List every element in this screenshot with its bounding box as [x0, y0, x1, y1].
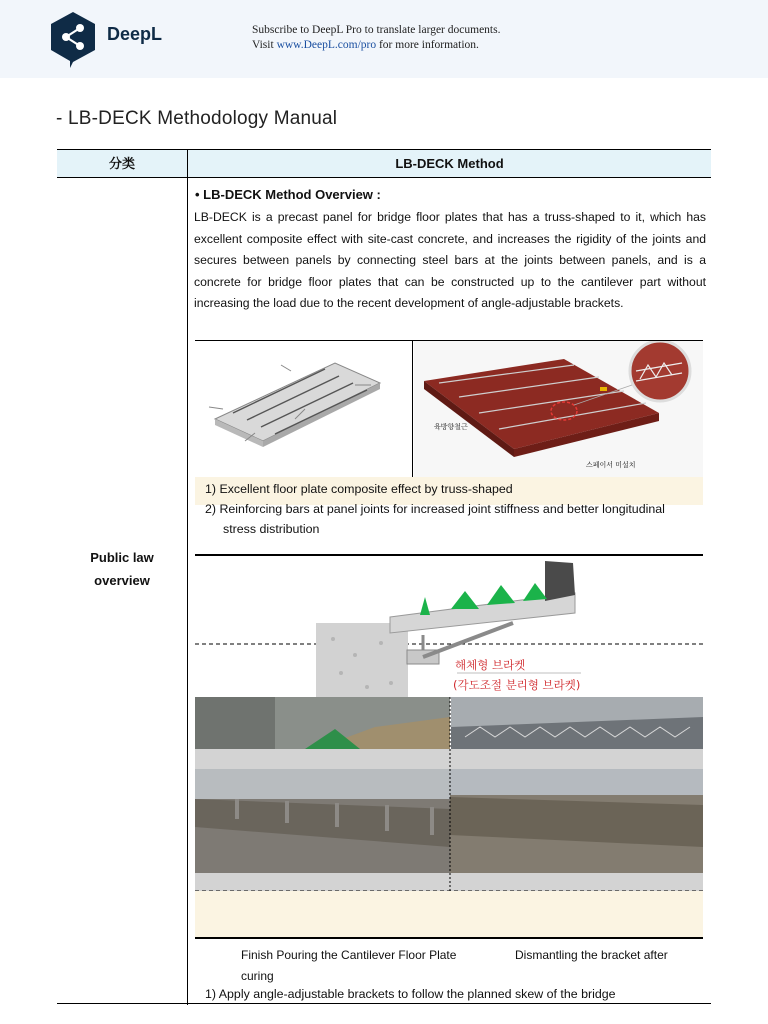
panel-images	[195, 340, 703, 477]
panel-3d-render-image	[414, 341, 703, 477]
header-category: 分类	[108, 156, 135, 171]
truss-panel-render-icon	[414, 341, 703, 477]
method-table	[57, 149, 711, 1004]
feature-item-2: 2) Reinforcing bars at panel joints for increased joint stiffness and better longitudinal	[205, 502, 665, 516]
bracket-label-line-1: 해체형 브라켓	[455, 658, 526, 672]
caption-band	[195, 891, 703, 937]
caption-left-line-1: Finish Pouring the Cantilever Floor Plate	[241, 948, 457, 962]
caption-left-line-2: curing	[241, 969, 274, 983]
promo-tail: for more information.	[376, 39, 479, 51]
promo-line-1: Subscribe to DeepL Pro to translate larger documents.	[252, 24, 501, 36]
precast-panel-drawing-icon	[195, 341, 413, 477]
bracket-label-line-2: (각도조절 분리형 브라켓)	[453, 678, 581, 692]
feature-list	[205, 479, 710, 539]
bottom-item: 1) Apply angle-adjustable brackets to follow the planned skew of the bridge	[205, 987, 616, 1001]
promo-line-2	[252, 38, 500, 53]
label-left-text: 육방향철근	[434, 423, 468, 431]
deepl-logo-icon[interactable]	[48, 10, 98, 68]
row-label	[57, 546, 187, 592]
feature-item-2-continued: stress distribution	[223, 522, 320, 536]
brand-name: DeepL	[107, 24, 163, 44]
construction-photos	[195, 697, 703, 892]
site-photos-icon	[195, 697, 703, 892]
promo-link[interactable]: www.DeepL.com/pro	[276, 39, 377, 51]
column-divider	[187, 150, 188, 1005]
caption-left	[241, 945, 491, 987]
header-method: LB-DECK Method	[395, 156, 504, 171]
label-bottom-text: 스페이서 미설치	[586, 461, 636, 469]
promo-visit: Visit	[252, 39, 277, 51]
bracket-drawing-icon	[195, 555, 703, 697]
section-heading: • LB-DECK Method Overview :	[195, 187, 381, 202]
deepl-banner	[0, 0, 768, 78]
overview-paragraph: LB-DECK is a precast panel for bridge floor plates that has a truss-shaped to it, which has excellent composite effect with site-cast concrete, and increases the rigidity of the joints and secures between panels by connecting steel bars at the joints between panels, and is a concrete for bridge floor plates that can be constructed up to the cantilever part without increasing the load due to the recent development of angle-adjustable brackets.	[194, 210, 706, 311]
table-header	[57, 150, 711, 178]
row-label-line-1: Public law	[90, 550, 154, 565]
caption-right: Dismantling the bracket after	[515, 948, 668, 962]
bracket-diagram	[195, 555, 703, 697]
panel-isometric-image	[195, 341, 413, 477]
document-title: - LB-DECK Methodology Manual	[56, 108, 338, 129]
promo-text	[252, 23, 500, 53]
caption-divider	[195, 937, 703, 939]
feature-item-1: 1) Excellent floor plate composite effect by truss-shaped	[205, 482, 513, 496]
row-label-line-2: overview	[94, 573, 150, 588]
